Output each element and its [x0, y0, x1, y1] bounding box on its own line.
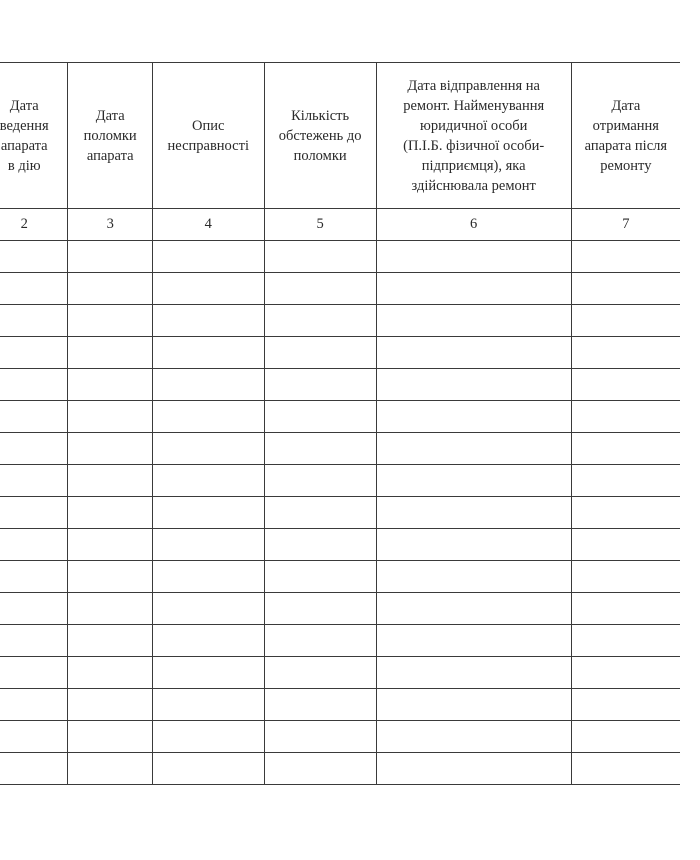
- table-cell[interactable]: [376, 433, 571, 465]
- table-cell[interactable]: [152, 465, 264, 497]
- table-cell[interactable]: [264, 369, 376, 401]
- table-cell[interactable]: [0, 625, 68, 657]
- table-cell[interactable]: [264, 465, 376, 497]
- table-row: [0, 689, 680, 721]
- table-cell[interactable]: [376, 529, 571, 561]
- table-cell[interactable]: [152, 753, 264, 785]
- header-row: [0, 63, 680, 209]
- table-cell[interactable]: [0, 497, 68, 529]
- table-cell[interactable]: [376, 657, 571, 689]
- table-cell[interactable]: [264, 753, 376, 785]
- table-cell[interactable]: [0, 657, 68, 689]
- table-cell[interactable]: [376, 561, 571, 593]
- table-cell[interactable]: [571, 273, 680, 305]
- table-cell[interactable]: [68, 561, 152, 593]
- table-cell[interactable]: [152, 593, 264, 625]
- table-cell[interactable]: [376, 273, 571, 305]
- table-cell[interactable]: [264, 689, 376, 721]
- table-row: [0, 305, 680, 337]
- table-cell[interactable]: [0, 337, 68, 369]
- table-cell[interactable]: [68, 465, 152, 497]
- table-cell[interactable]: [152, 433, 264, 465]
- table-row: [0, 401, 680, 433]
- table-cell[interactable]: [264, 529, 376, 561]
- table-cell[interactable]: [571, 625, 680, 657]
- table-cell[interactable]: [0, 593, 68, 625]
- table-cell[interactable]: [68, 657, 152, 689]
- table-cell[interactable]: [264, 273, 376, 305]
- table-cell[interactable]: [68, 305, 152, 337]
- table-cell[interactable]: [68, 721, 152, 753]
- table-row: [0, 337, 680, 369]
- table-cell[interactable]: [264, 721, 376, 753]
- table-cell[interactable]: [571, 561, 680, 593]
- table-cell[interactable]: [68, 593, 152, 625]
- column-number: 3: [68, 209, 152, 241]
- table-cell[interactable]: [0, 689, 68, 721]
- table-cell[interactable]: [571, 753, 680, 785]
- column-number: 6: [376, 209, 571, 241]
- table-cell[interactable]: [376, 241, 571, 273]
- table-row: [0, 465, 680, 497]
- table-cell[interactable]: [571, 305, 680, 337]
- table-cell[interactable]: [152, 369, 264, 401]
- table-cell[interactable]: [0, 273, 68, 305]
- table-cell[interactable]: [68, 337, 152, 369]
- column-header-repair-dispatch: Дата відправлення на ремонт. Найменування юридичної особи (П.І.Б. фізичної особи- підприємця), яка здійснювала ремонт: [376, 63, 571, 209]
- table-row: [0, 657, 680, 689]
- column-number-row: [0, 209, 680, 241]
- table-cell[interactable]: [376, 753, 571, 785]
- table-cell[interactable]: [68, 689, 152, 721]
- table-row: [0, 721, 680, 753]
- table-cell[interactable]: [0, 529, 68, 561]
- table-cell[interactable]: [571, 497, 680, 529]
- table-cell[interactable]: [376, 497, 571, 529]
- table-cell[interactable]: [152, 241, 264, 273]
- column-number: 5: [264, 209, 376, 241]
- table-cell[interactable]: [264, 497, 376, 529]
- table-cell[interactable]: [152, 657, 264, 689]
- table-row: [0, 561, 680, 593]
- table-cell[interactable]: [571, 337, 680, 369]
- table-row: [0, 497, 680, 529]
- table-row: [0, 369, 680, 401]
- table-row: [0, 241, 680, 273]
- table-cell[interactable]: [571, 401, 680, 433]
- table-cell[interactable]: [264, 433, 376, 465]
- table-cell[interactable]: [376, 401, 571, 433]
- table-cell[interactable]: [68, 625, 152, 657]
- table-cell[interactable]: [571, 369, 680, 401]
- table-cell[interactable]: [571, 433, 680, 465]
- table-cell[interactable]: [68, 241, 152, 273]
- table-cell[interactable]: [152, 721, 264, 753]
- table-cell[interactable]: [376, 465, 571, 497]
- table-cell[interactable]: [0, 433, 68, 465]
- table-cell[interactable]: [0, 561, 68, 593]
- table-row: [0, 433, 680, 465]
- table-cell[interactable]: [571, 657, 680, 689]
- column-header-commissioning-date: Дата ведення апарата в дію: [0, 63, 68, 209]
- table-cell[interactable]: [152, 625, 264, 657]
- table-cell[interactable]: [571, 689, 680, 721]
- table-cell[interactable]: [376, 305, 571, 337]
- table-cell[interactable]: [264, 241, 376, 273]
- table-cell[interactable]: [68, 529, 152, 561]
- table-cell[interactable]: [571, 529, 680, 561]
- column-number: 2: [0, 209, 68, 241]
- table-cell[interactable]: [68, 369, 152, 401]
- table-cell[interactable]: [264, 305, 376, 337]
- table-cell[interactable]: [0, 401, 68, 433]
- table-cell[interactable]: [0, 465, 68, 497]
- table-cell[interactable]: [264, 401, 376, 433]
- table-cell[interactable]: [152, 561, 264, 593]
- table-cell[interactable]: [376, 337, 571, 369]
- table-cell[interactable]: [264, 593, 376, 625]
- table-cell[interactable]: [0, 753, 68, 785]
- table-cell[interactable]: [68, 753, 152, 785]
- table-cell[interactable]: [571, 593, 680, 625]
- table-cell[interactable]: [0, 241, 68, 273]
- table-cell[interactable]: [571, 721, 680, 753]
- column-header-fault-description: Опис несправності: [152, 63, 264, 209]
- table-cell[interactable]: [152, 305, 264, 337]
- table-cell[interactable]: [152, 529, 264, 561]
- table-cell[interactable]: [376, 625, 571, 657]
- column-number: 4: [152, 209, 264, 241]
- table-cell[interactable]: [264, 337, 376, 369]
- table-cell[interactable]: [152, 273, 264, 305]
- table-cell[interactable]: [571, 465, 680, 497]
- table-cell[interactable]: [376, 721, 571, 753]
- table-cell[interactable]: [264, 657, 376, 689]
- table-row: [0, 625, 680, 657]
- column-header-return-date: Дата отримання апарата після ремонту: [571, 63, 680, 209]
- table-cell[interactable]: [376, 369, 571, 401]
- table-cell[interactable]: [68, 497, 152, 529]
- column-number: 7: [571, 209, 680, 241]
- table-row: [0, 593, 680, 625]
- table-cell[interactable]: [152, 337, 264, 369]
- table-cell[interactable]: [0, 305, 68, 337]
- table-cell[interactable]: [68, 433, 152, 465]
- table-cell[interactable]: [376, 689, 571, 721]
- table-cell[interactable]: [152, 689, 264, 721]
- table-cell[interactable]: [571, 241, 680, 273]
- table-cell[interactable]: [68, 273, 152, 305]
- column-header-breakdown-date: Дата поломки апарата: [68, 63, 152, 209]
- table-cell[interactable]: [68, 401, 152, 433]
- table-cell[interactable]: [0, 369, 68, 401]
- table-cell[interactable]: [0, 721, 68, 753]
- table-row: [0, 273, 680, 305]
- table-row: [0, 753, 680, 785]
- table-cell[interactable]: [376, 593, 571, 625]
- table-cell[interactable]: [264, 625, 376, 657]
- table-cell[interactable]: [152, 497, 264, 529]
- table-row: [0, 529, 680, 561]
- table-cell[interactable]: [264, 561, 376, 593]
- column-header-exam-count: Кількість обстежень до поломки: [264, 63, 376, 209]
- table-cell[interactable]: [152, 401, 264, 433]
- journal-table: [0, 62, 680, 785]
